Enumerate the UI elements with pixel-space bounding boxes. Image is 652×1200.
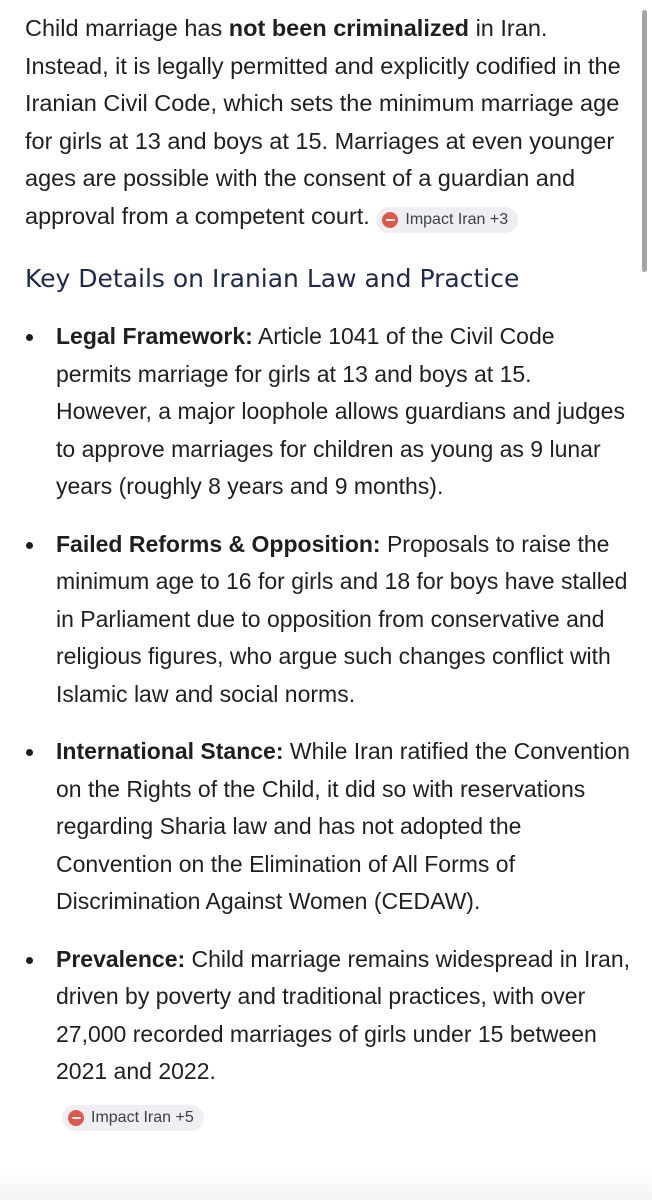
- impact-iran-logo-icon: [382, 212, 398, 228]
- source-chip-label: Impact Iran +3: [405, 210, 509, 228]
- bullet-icon: [26, 749, 33, 756]
- source-chip[interactable]: [376, 207, 518, 233]
- details-list: [25, 318, 630, 1091]
- list-item-title: International Stance:: [56, 738, 284, 764]
- response-content: [25, 10, 630, 1131]
- intro-text-1: Child marriage has: [25, 15, 229, 41]
- scrollbar[interactable]: [642, 10, 647, 272]
- source-chip-label: Impact Iran +5: [91, 1108, 194, 1126]
- list-item: [25, 941, 630, 1091]
- list-item-text: Child marriage remains widespread in Iran, driven by poverty and traditional practices, with over 27,000 recorded marriages of girls under 15 between 2021 and 2022.: [56, 945, 631, 1084]
- list-item-title: Prevalence:: [56, 945, 186, 972]
- section-heading: Key Details on Iranian Law and Practice: [25, 264, 520, 293]
- bottom-fade: [0, 1170, 652, 1200]
- intro-paragraph: [25, 10, 630, 235]
- list-item: [25, 733, 630, 921]
- impact-iran-logo-icon: [68, 1110, 84, 1126]
- source-chip[interactable]: [62, 1105, 204, 1131]
- list-item-text: Article 1041 of the Civil Code permits marriage for girls at 13 and boys at 15. However, a major loophole allows guardians and judges to approve marriages for children as young as 9 lunar years (roughly 8 years and 9 months).: [56, 323, 625, 499]
- bullet-icon: [26, 957, 33, 964]
- intro-text-2: in Iran. Instead, it is legally permitted and explicitly codified in the Iranian Civil Code, which sets the minimum marriage age for girls at 13 and boys at 15. Marriages at even younger ages are possible with the consent of a guardian and approval from a competent court.: [25, 15, 621, 229]
- bullet-icon: [26, 334, 33, 341]
- intro-bold-text: not been criminalized: [228, 15, 470, 41]
- list-item: [25, 318, 630, 506]
- list-item-text: Proposals to raise the minimum age to 16 for girls and 18 for boys have stalled in Parliament due to opposition from conservative and religious figures, who argue such changes conflict with Islamic law and social norms.: [56, 530, 628, 707]
- bottom-source-row: [25, 1105, 630, 1131]
- bullet-icon: [26, 542, 33, 549]
- list-item-title: Legal Framework:: [56, 323, 253, 349]
- list-item-text: While Iran ratified the Convention on the Rights of the Child, it did so with reservations regarding Sharia law and has not adopted the Convention on the Elimination of All Forms of Discrimination Against Women (CEDAW).: [56, 738, 630, 914]
- list-item: [25, 526, 630, 714]
- list-item-title: Failed Reforms & Opposition:: [56, 530, 381, 557]
